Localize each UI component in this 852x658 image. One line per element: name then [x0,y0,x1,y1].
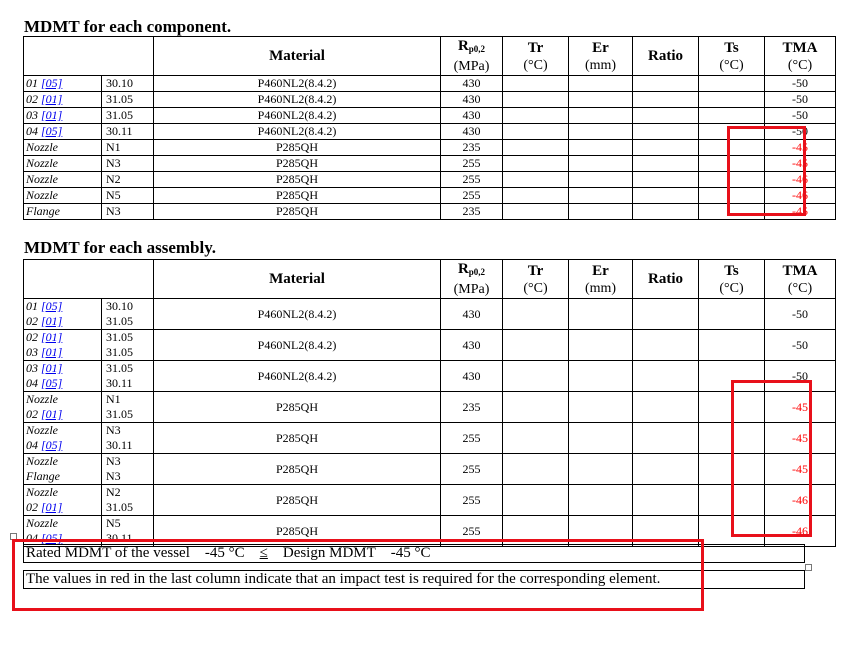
material-cell: P460NL2(8.4.2) [154,76,441,92]
tma-cell: -50 [765,108,836,124]
tr-cell [503,188,569,204]
code-line-1: N1 [106,392,121,406]
component-prefix: Nozzle [26,485,59,499]
table-row [24,156,836,172]
er-cell [569,485,633,516]
material-cell: P285QH [154,204,441,220]
component-code-cell: 30.10 [102,76,154,92]
assembly-line-1 [26,330,101,345]
rp-cell: 430 [441,299,503,330]
comparator-symbol: ≤ [259,545,268,561]
ratio-cell [633,454,699,485]
material-cell: P460NL2(8.4.2) [154,299,441,330]
component-prefix: 02 [26,330,41,344]
tr-cell [503,361,569,392]
tma-cell: -50 [765,299,836,330]
material-cell: P285QH [154,140,441,156]
assembly-id-cell [24,485,102,516]
ratio-cell [633,92,699,108]
assembly-id-cell [24,361,102,392]
header-tma: TMA (°C) [765,260,836,299]
ts-cell [699,92,765,108]
component-id-cell [24,76,102,92]
component-code-cell: 30.11 [102,124,154,140]
ts-cell [699,156,765,172]
impact-test-note: The values in red in the last column indicate that an impact test is required for the corresponding element. [23,570,805,589]
assembly-code-cell [102,392,154,423]
ts-cell [699,299,765,330]
tma-cell: -46 [765,516,836,547]
ratio-cell [633,361,699,392]
tma-cell: -50 [765,361,836,392]
er-cell [569,361,633,392]
material-cell: P285QH [154,172,441,188]
tr-cell [503,299,569,330]
er-cell [569,392,633,423]
component-code-cell: 31.05 [102,92,154,108]
rp-cell: 235 [441,140,503,156]
component-prefix: Nozzle [26,423,59,437]
component-prefix: 04 [26,124,41,138]
rated-value: -45 °C [204,545,245,561]
ratio-cell [633,76,699,92]
header-rp: $R_{p0,2}$ (MPa) [441,260,503,299]
design-label: Design MDMT [282,545,376,561]
tr-cell [503,108,569,124]
er-cell [569,330,633,361]
component-id-cell [24,188,102,204]
tma-cell: -46 [765,188,836,204]
component-link[interactable]: [01] [41,330,63,344]
component-link[interactable]: [01] [41,345,63,359]
assembly-line-1 [26,454,101,469]
er-cell [569,108,633,124]
assembly-code-cell [102,516,154,547]
ts-cell [699,124,765,140]
table-row [24,92,836,108]
component-prefix: Nozzle [26,392,59,406]
assembly-line-1 [26,423,101,438]
ts-cell [699,423,765,454]
er-cell [569,516,633,547]
tr-cell [503,485,569,516]
table-row [24,172,836,188]
rp-cell: 255 [441,188,503,204]
tr-cell [503,156,569,172]
component-link[interactable]: [01] [41,500,63,514]
assembly-id-cell [24,423,102,454]
assembly-id-cell [24,392,102,423]
assembly-line-2 [26,438,101,453]
assembly-header-row [24,260,836,299]
component-prefix: 04 [26,438,41,452]
table-row [24,423,836,454]
material-cell: P460NL2(8.4.2) [154,124,441,140]
tr-cell [503,140,569,156]
tma-cell: -50 [765,92,836,108]
component-link[interactable]: [01] [41,407,63,421]
material-cell: P285QH [154,188,441,204]
ratio-cell [633,140,699,156]
er-cell [569,92,633,108]
code-line-1: N2 [106,485,121,499]
tr-cell [503,124,569,140]
table-row [24,204,836,220]
tr-cell [503,454,569,485]
er-cell [569,188,633,204]
assembly-mdmt-table [23,259,836,547]
tr-cell [503,392,569,423]
component-id-cell [24,108,102,124]
er-cell [569,76,633,92]
component-id-cell [24,124,102,140]
material-cell: P460NL2(8.4.2) [154,330,441,361]
tma-cell: -50 [765,330,836,361]
er-cell [569,423,633,454]
ratio-cell [633,108,699,124]
assembly-code-cell [102,330,154,361]
ratio-cell [633,392,699,423]
assembly-line-1 [26,392,101,407]
rated-mdmt-line [23,544,805,563]
ts-cell [699,140,765,156]
ts-cell [699,392,765,423]
material-cell: P460NL2(8.4.2) [154,361,441,392]
assembly-id-cell [24,454,102,485]
assembly-line-1 [26,361,101,376]
rp-cell: 255 [441,423,503,454]
tr-cell [503,204,569,220]
table-row [24,330,836,361]
component-link[interactable]: [05] [41,376,63,390]
tr-cell [503,516,569,547]
assembly-line-2 [26,500,101,515]
component-prefix: Nozzle [26,516,59,530]
header-material: Material [154,37,441,76]
component-id-cell [24,156,102,172]
table-row [24,361,836,392]
code-line-2: 30.11 [106,531,133,545]
component-prefix: Flange [26,469,60,483]
component-prefix: Nozzle [26,454,59,468]
header-blank [24,260,154,299]
ts-cell [699,516,765,547]
table-row [24,140,836,156]
assembly-code-cell [102,454,154,485]
ratio-cell [633,172,699,188]
assembly-code-cell [102,423,154,454]
code-line-2: 30.11 [106,438,133,452]
table-row [24,454,836,485]
component-id-cell [24,204,102,220]
ts-cell [699,204,765,220]
tr-cell [503,76,569,92]
component-link[interactable]: [01] [41,92,63,106]
code-line-1: 31.05 [106,361,133,375]
component-link[interactable]: [05] [41,438,63,452]
design-value: -45 °C [390,545,431,561]
ts-cell [699,485,765,516]
tr-cell [503,423,569,454]
component-section-title: MDMT for each component. [24,17,232,36]
component-link[interactable]: [05] [41,531,63,545]
tma-cell: -45 [765,454,836,485]
table-row [24,485,836,516]
component-prefix: 03 [26,345,41,359]
code-line-2: 31.05 [106,345,133,359]
component-prefix: 04 [26,531,41,545]
ts-cell [699,172,765,188]
component-code-cell: 31.05 [102,108,154,124]
rp-cell: 430 [441,361,503,392]
er-cell [569,299,633,330]
table-row [24,124,836,140]
assembly-line-1 [26,516,101,531]
header-blank [24,37,154,76]
assembly-section-title: MDMT for each assembly. [24,238,217,257]
tma-cell: -45 [765,423,836,454]
rp-cell: 430 [441,76,503,92]
rp-cell: 235 [441,204,503,220]
code-line-2: 30.11 [106,376,133,390]
header-er: Er (mm) [569,260,633,299]
component-code-cell: N1 [102,140,154,156]
header-er: Er (mm) [569,37,633,76]
assembly-line-2 [26,376,101,391]
component-prefix: 03 [26,361,41,375]
assembly-id-cell [24,330,102,361]
tma-cell: -45 [765,204,836,220]
tma-cell: -45 [765,392,836,423]
assembly-code-cell [102,361,154,392]
table-resize-handle[interactable] [805,564,812,571]
component-prefix: 02 [26,500,41,514]
rp-cell: 255 [441,454,503,485]
component-prefix: Nozzle [26,140,59,154]
ratio-cell [633,188,699,204]
header-material: Material [154,260,441,299]
tr-cell [503,330,569,361]
component-prefix: 01 [26,299,41,313]
rp-cell: 430 [441,124,503,140]
component-prefix: Nozzle [26,172,59,186]
component-prefix: Flange [26,204,60,218]
material-cell: P285QH [154,516,441,547]
component-link[interactable]: [05] [41,76,63,90]
assembly-id-cell [24,516,102,547]
component-prefix: 02 [26,92,41,106]
assembly-id-cell [24,299,102,330]
ts-cell [699,76,765,92]
rp-cell: 430 [441,330,503,361]
code-line-1: 30.10 [106,299,133,313]
component-mdmt-table [23,36,836,220]
ts-cell [699,108,765,124]
header-ts: Ts (°C) [699,260,765,299]
material-cell: P460NL2(8.4.2) [154,108,441,124]
assembly-code-cell [102,299,154,330]
ratio-cell [633,204,699,220]
material-cell: P285QH [154,392,441,423]
tma-cell: -50 [765,76,836,92]
ts-cell [699,454,765,485]
component-code-cell: N2 [102,172,154,188]
header-ratio: Ratio [633,260,699,299]
component-id-cell [24,140,102,156]
tma-cell: -45 [765,140,836,156]
header-tr: Tr (°C) [503,260,569,299]
rp-cell: 255 [441,172,503,188]
material-cell: P460NL2(8.4.2) [154,92,441,108]
component-prefix: 04 [26,376,41,390]
ratio-cell [633,299,699,330]
ts-cell [699,361,765,392]
material-cell: P285QH [154,423,441,454]
tma-cell: -50 [765,124,836,140]
tma-cell: -46 [765,172,836,188]
table-row [24,392,836,423]
component-link[interactable]: [01] [41,108,63,122]
ts-cell [699,330,765,361]
component-prefix: 03 [26,108,41,122]
assembly-line-2 [26,469,101,484]
tr-cell [503,172,569,188]
header-rp: $R_{p0,2}$ (MPa) [441,37,503,76]
component-link[interactable]: [01] [41,361,63,375]
table-row [24,188,836,204]
ratio-cell [633,124,699,140]
ratio-cell [633,330,699,361]
rp-cell: 255 [441,156,503,172]
code-line-2: 31.05 [106,500,133,514]
er-cell [569,172,633,188]
assembly-line-2 [26,345,101,360]
table-row [24,76,836,92]
table-row [24,299,836,330]
component-prefix: Nozzle [26,188,59,202]
tr-cell [503,92,569,108]
er-cell [569,140,633,156]
code-line-2: N3 [106,469,121,483]
component-link[interactable]: [05] [41,124,63,138]
er-cell [569,124,633,140]
code-line-2: 31.05 [106,314,133,328]
ratio-cell [633,485,699,516]
header-tr: Tr (°C) [503,37,569,76]
code-line-1: N5 [106,516,121,530]
er-cell [569,454,633,485]
header-ts: Ts (°C) [699,37,765,76]
code-line-1: N3 [106,423,121,437]
component-link[interactable]: [05] [41,299,63,313]
component-header-row [24,37,836,76]
er-cell [569,156,633,172]
code-line-2: 31.05 [106,407,133,421]
ratio-cell [633,423,699,454]
component-prefix: 02 [26,407,41,421]
rated-label: Rated MDMT of the vessel [26,545,190,561]
rp-cell: 255 [441,485,503,516]
tma-cell: -45 [765,156,836,172]
table-move-handle[interactable] [10,533,17,540]
table-row [24,516,836,547]
header-tma: TMA (°C) [765,37,836,76]
assembly-line-2 [26,314,101,329]
component-id-cell [24,92,102,108]
assembly-line-2 [26,407,101,422]
tma-cell: -46 [765,485,836,516]
code-line-1: 31.05 [106,330,133,344]
assembly-line-1 [26,485,101,500]
ratio-cell [633,516,699,547]
code-line-1: N3 [106,454,121,468]
material-cell: P285QH [154,454,441,485]
ts-cell [699,188,765,204]
component-prefix: Nozzle [26,156,59,170]
header-ratio: Ratio [633,37,699,76]
component-id-cell [24,172,102,188]
ratio-cell [633,156,699,172]
component-link[interactable]: [01] [41,314,63,328]
component-prefix: 01 [26,76,41,90]
assembly-line-1 [26,299,101,314]
rp-cell: 255 [441,516,503,547]
table-row [24,108,836,124]
component-prefix: 02 [26,314,41,328]
component-code-cell: N3 [102,204,154,220]
rp-cell: 430 [441,108,503,124]
component-code-cell: N5 [102,188,154,204]
rp-cell: 235 [441,392,503,423]
rp-cell: 430 [441,92,503,108]
material-cell: P285QH [154,156,441,172]
assembly-code-cell [102,485,154,516]
er-cell [569,204,633,220]
material-cell: P285QH [154,485,441,516]
component-code-cell: N3 [102,156,154,172]
